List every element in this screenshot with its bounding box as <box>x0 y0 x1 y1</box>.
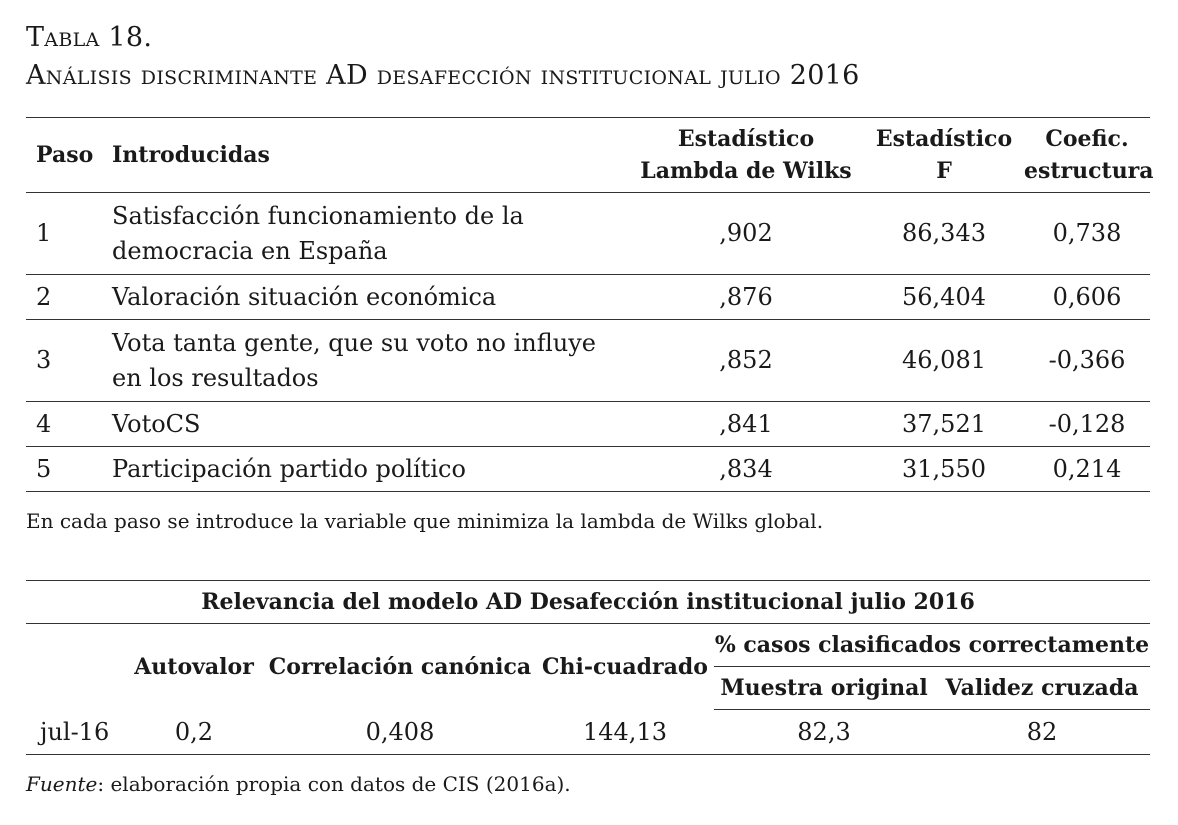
f-cell: 31,550 <box>864 447 1024 492</box>
table-row <box>26 447 1150 492</box>
header-autovalor: Autovalor <box>134 653 254 680</box>
source-label: Fuente <box>26 772 98 796</box>
paso-cell: 5 <box>26 447 112 492</box>
table-row <box>26 710 1150 755</box>
header-wilks-line2: Lambda de Wilks <box>640 158 852 184</box>
f-cell: 86,343 <box>864 193 1024 275</box>
header-f-line1: Estadístico <box>875 126 1013 152</box>
periodo-cell: jul-16 <box>26 710 124 755</box>
header-correlacion: Correlación canónica <box>268 653 532 680</box>
paso-cell: 3 <box>26 320 112 402</box>
f-cell: 46,081 <box>864 320 1024 402</box>
correlacion-cell: 0,408 <box>264 710 536 755</box>
relevance-title-row <box>26 581 1150 624</box>
paso-cell: 1 <box>26 193 112 275</box>
header-validez: Validez cruzada <box>934 667 1150 710</box>
coef-cell: -0,128 <box>1024 402 1150 447</box>
coef-cell: 0,738 <box>1024 193 1150 275</box>
coef-cell: 0,214 <box>1024 447 1150 492</box>
introducidas-cell: VotoCS <box>112 402 628 447</box>
header-coef <box>1024 118 1154 193</box>
header-wilks-line1: Estadístico <box>677 126 815 152</box>
table-row <box>26 402 1150 447</box>
validez-cell: 82 <box>934 710 1150 755</box>
introducidas-cell <box>112 193 628 275</box>
introducidas-line1: Satisfacción funcionamiento de la <box>112 201 524 230</box>
coef-cell: 0,606 <box>1024 275 1150 320</box>
stepwise-header-row <box>26 118 1150 193</box>
header-chi: Chi-cuadrado <box>542 653 708 680</box>
relevance-header-row <box>26 624 1150 667</box>
chi-cell: 144,13 <box>536 710 714 755</box>
source-text: : elaboración propia con datos de CIS (2016a). <box>97 772 571 796</box>
header-clasificados: % casos clasificados correctamente <box>714 624 1150 667</box>
table-row <box>26 275 1150 320</box>
f-cell: 56,404 <box>864 275 1024 320</box>
autovalor-cell: 0,2 <box>124 710 264 755</box>
header-coef-line1: Coefic. <box>1045 126 1129 152</box>
introducidas-cell: Participación partido político <box>112 447 628 492</box>
coef-cell: -0,366 <box>1024 320 1150 402</box>
wilks-cell: ,902 <box>628 193 864 275</box>
introducidas-cell <box>112 320 628 402</box>
header-introducidas: Introducidas <box>112 118 628 193</box>
header-periodo <box>26 624 124 710</box>
source-note <box>26 772 571 796</box>
header-wilks <box>628 118 864 193</box>
introducidas-line2: en los resultados <box>112 363 319 392</box>
stepwise-table <box>26 117 1154 492</box>
muestra-cell: 82,3 <box>714 710 934 755</box>
introducidas-line1: Vota tanta gente, que su voto no influye <box>112 328 596 357</box>
paso-cell: 4 <box>26 402 112 447</box>
table-label: Tabla 18. <box>26 22 153 53</box>
header-f-line2: F <box>936 158 952 184</box>
header-muestra: Muestra original <box>714 667 934 710</box>
table-row <box>26 193 1150 275</box>
introducidas-cell: Valoración situación económica <box>112 275 628 320</box>
introducidas-line2: democracia en España <box>112 236 388 265</box>
paso-cell: 2 <box>26 275 112 320</box>
wilks-cell: ,852 <box>628 320 864 402</box>
header-f <box>864 118 1024 193</box>
wilks-cell: ,876 <box>628 275 864 320</box>
relevance-title: Relevancia del modelo AD Desafección institucional julio 2016 <box>26 581 1150 624</box>
header-paso: Paso <box>26 118 112 193</box>
table-row <box>26 320 1150 402</box>
table-note: En cada paso se introduce la variable que minimiza la lambda de Wilks global. <box>26 509 824 533</box>
wilks-cell: ,834 <box>628 447 864 492</box>
relevance-table <box>26 580 1150 755</box>
table-title: Análisis discriminante AD desafección institucional julio 2016 <box>26 60 860 91</box>
wilks-cell: ,841 <box>628 402 864 447</box>
f-cell: 37,521 <box>864 402 1024 447</box>
header-coef-line2: estructura <box>1024 158 1154 184</box>
